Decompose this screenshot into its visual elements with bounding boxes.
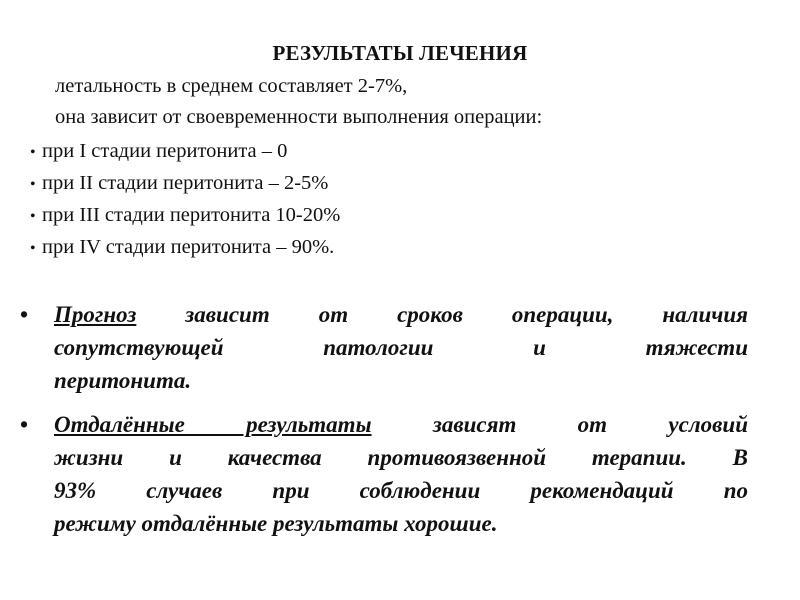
stage-item-3 [30, 203, 340, 235]
stage-text: при II стадии перитонита – 2-5% [42, 172, 329, 194]
stage-text: при IV стадии перитонита – 90%. [42, 236, 335, 258]
stage-list [30, 139, 340, 267]
bullet-icon: • [30, 240, 36, 257]
prognosis-keyword: Прогноз [54, 302, 137, 327]
prognosis-paragraph [20, 298, 748, 397]
stage-text: при I стадии перитонита – 0 [42, 140, 288, 162]
slide-title: РЕЗУЛЬТАТЫ ЛЕЧЕНИЯ [272, 41, 528, 65]
stage-item-1 [30, 139, 340, 171]
bullet-icon: • [30, 208, 36, 225]
stage-item-2 [30, 171, 340, 203]
stage-item-4 [30, 235, 340, 267]
long-term-line-1 [20, 408, 748, 441]
prognosis-line-3: перитонита. [54, 368, 192, 393]
bullet-icon: • [30, 144, 36, 161]
long-term-line-2: жизни и качества противоязвенной терапии. В [54, 445, 748, 470]
stage-text: при III стадии перитонита 10-20% [42, 204, 341, 226]
bullet-icon: • [20, 412, 29, 437]
long-term-line-4: режиму отдалённые результаты хорошие. [54, 511, 498, 536]
prognosis-line-2: сопутствующей патологии и тяжести [54, 335, 748, 360]
intro-line-dependency: она зависит от своевременности выполнения операции: [55, 106, 543, 128]
bullet-icon: • [20, 302, 29, 327]
prognosis-line-1 [20, 298, 748, 331]
long-term-keyword: Отдалённые результаты [54, 412, 372, 437]
long-term-line-3: 93% случаев при соблюдении рекомендаций по [54, 478, 748, 503]
prognosis-text: зависит от сроков операции, наличия [136, 302, 748, 327]
long-term-paragraph [20, 408, 748, 540]
intro-line-mortality: летальность в среднем составляет 2-7%, [55, 75, 408, 97]
bullet-icon: • [30, 176, 36, 193]
long-term-text: зависят от условий [371, 412, 748, 437]
